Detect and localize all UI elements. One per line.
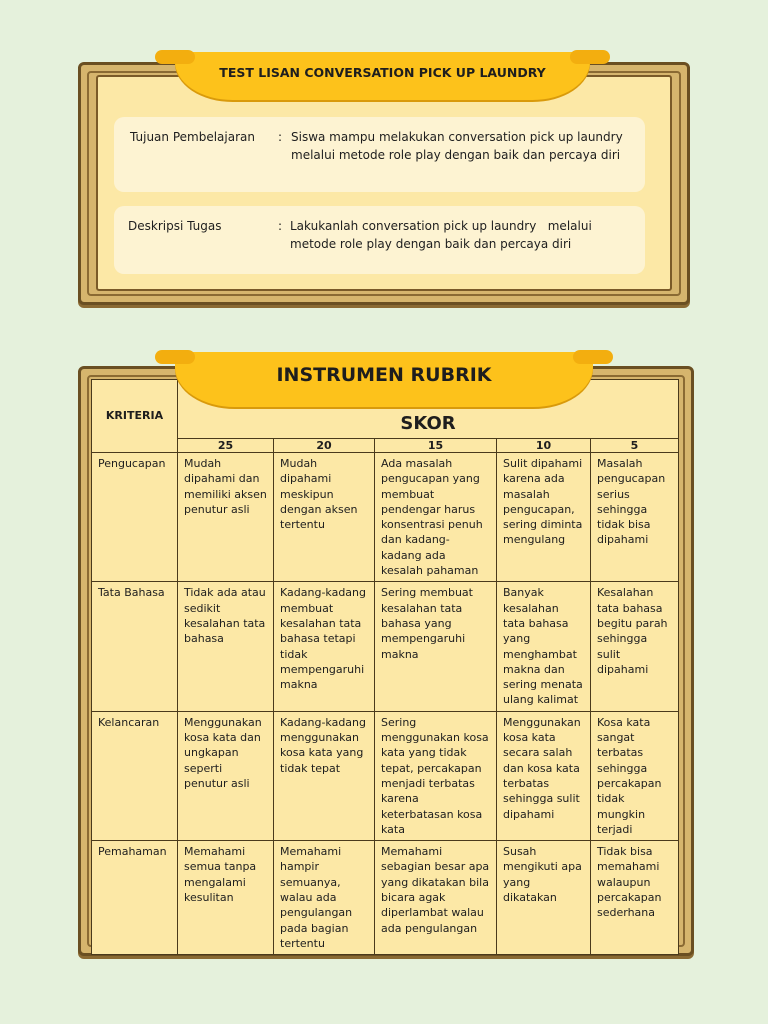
banner-wing-right — [573, 350, 613, 364]
criterion-cell: Pengucapan — [92, 453, 178, 582]
skor-header: SKOR — [178, 380, 679, 439]
tujuan-value: Siswa mampu melakukan conversation pick up laundry melalui metode role play dengan baik dan percaya diri — [291, 130, 638, 162]
rubric-cell: Mudah dipahami dan memiliki aksen penutur asli — [178, 453, 274, 582]
rubric-cell: Tidak bisa memahami walaupun percakapan sederhana — [591, 841, 679, 955]
rubric-cell: Memahami semua tanpa mengalami kesulitan — [178, 841, 274, 955]
criterion-cell: Pemahaman — [92, 841, 178, 955]
criterion-cell: Kelancaran — [92, 711, 178, 840]
rubric-cell: Memahami sebagian besar apa yang dikatakan bila bicara agak diperlambat walau ada pengulangan — [375, 841, 497, 955]
rubric-cell: Kosa kata sangat terbatas sehingga percakapan tidak mungkin terjadi — [591, 711, 679, 840]
rubric-cell: Sering membuat kesalahan tata bahasa yang mempengaruhi makna — [375, 582, 497, 711]
deskripsi-label: Deskripsi Tugas — [128, 219, 222, 233]
deskripsi-value: Lakukanlah conversation pick up laundry melalui metode role play dengan baik dan percaya diri — [290, 219, 596, 251]
table-row — [92, 582, 679, 711]
rubric-cell: Susah mengikuti apa yang dikatakan — [497, 841, 591, 955]
score-header: 20 — [274, 439, 375, 453]
score-header: 25 — [178, 439, 274, 453]
rubric-cell: Kadang-kadang menggunakan kosa kata yang tidak tepat — [274, 711, 375, 840]
banner-wing-left — [155, 50, 195, 64]
banner-wing-left — [155, 350, 195, 364]
task-title: TEST LISAN CONVERSATION PICK UP LAUNDRY — [219, 65, 546, 80]
table-row — [92, 711, 679, 840]
rubric-cell: Kadang-kadang membuat kesalahan tata bahasa tetapi tidak mempengaruhi makna — [274, 582, 375, 711]
criterion-cell: Tata Bahasa — [92, 582, 178, 711]
rubric-table — [91, 379, 679, 955]
rubric-cell: Menggunakan kosa kata secara salah dan kosa kata terbatas sehingga sulit dipahami — [497, 711, 591, 840]
rubric-cell: Sering menggunakan kosa kata yang tidak tepat, percakapan menjadi terbatas karena keterbatasan kosa kata — [375, 711, 497, 840]
rubric-cell: Banyak kesalahan tata bahasa yang menghambat makna dan sering menata ulang kalimat — [497, 582, 591, 711]
deskripsi-colon: : — [278, 219, 283, 233]
tujuan-box — [114, 117, 645, 192]
rubric-cell: Ada masalah pengucapan yang membuat pendengar harus konsentrasi penuh dan kadang-kadang ada kesalah pahaman — [375, 453, 497, 582]
score-header: 15 — [375, 439, 497, 453]
rubric-cell: Mudah dipahami meskipun dengan aksen tertentu — [274, 453, 375, 582]
rubric-cell: Sulit dipahami karena ada masalah pengucapan, sering diminta mengulang — [497, 453, 591, 582]
table-row — [92, 841, 679, 955]
kriteria-header: KRITERIA — [92, 380, 178, 453]
rubric-cell: Kesalahan tata bahasa begitu parah sehingga sulit dipahami — [591, 582, 679, 711]
rubric-cell: Masalah pengucapan serius sehingga tidak bisa dipahami — [591, 453, 679, 582]
rubric-cell: Memahami hampir semuanya, walau ada pengulangan pada bagian tertentu — [274, 841, 375, 955]
score-header: 5 — [591, 439, 679, 453]
rubric-cell: Tidak ada atau sedikit kesalahan tata bahasa — [178, 582, 274, 711]
rubric-cell: Menggunakan kosa kata dan ungkapan seperti penutur asli — [178, 711, 274, 840]
banner-wing-right — [570, 50, 610, 64]
deskripsi-box — [114, 206, 645, 274]
table-row — [92, 453, 679, 582]
rubric-title: INSTRUMEN RUBRIK — [276, 364, 492, 386]
tujuan-colon: : — [278, 130, 283, 144]
score-header: 10 — [497, 439, 591, 453]
rubric-title-banner — [175, 352, 593, 407]
tujuan-label: Tujuan Pembelajaran — [130, 130, 255, 144]
task-title-banner — [175, 52, 590, 100]
